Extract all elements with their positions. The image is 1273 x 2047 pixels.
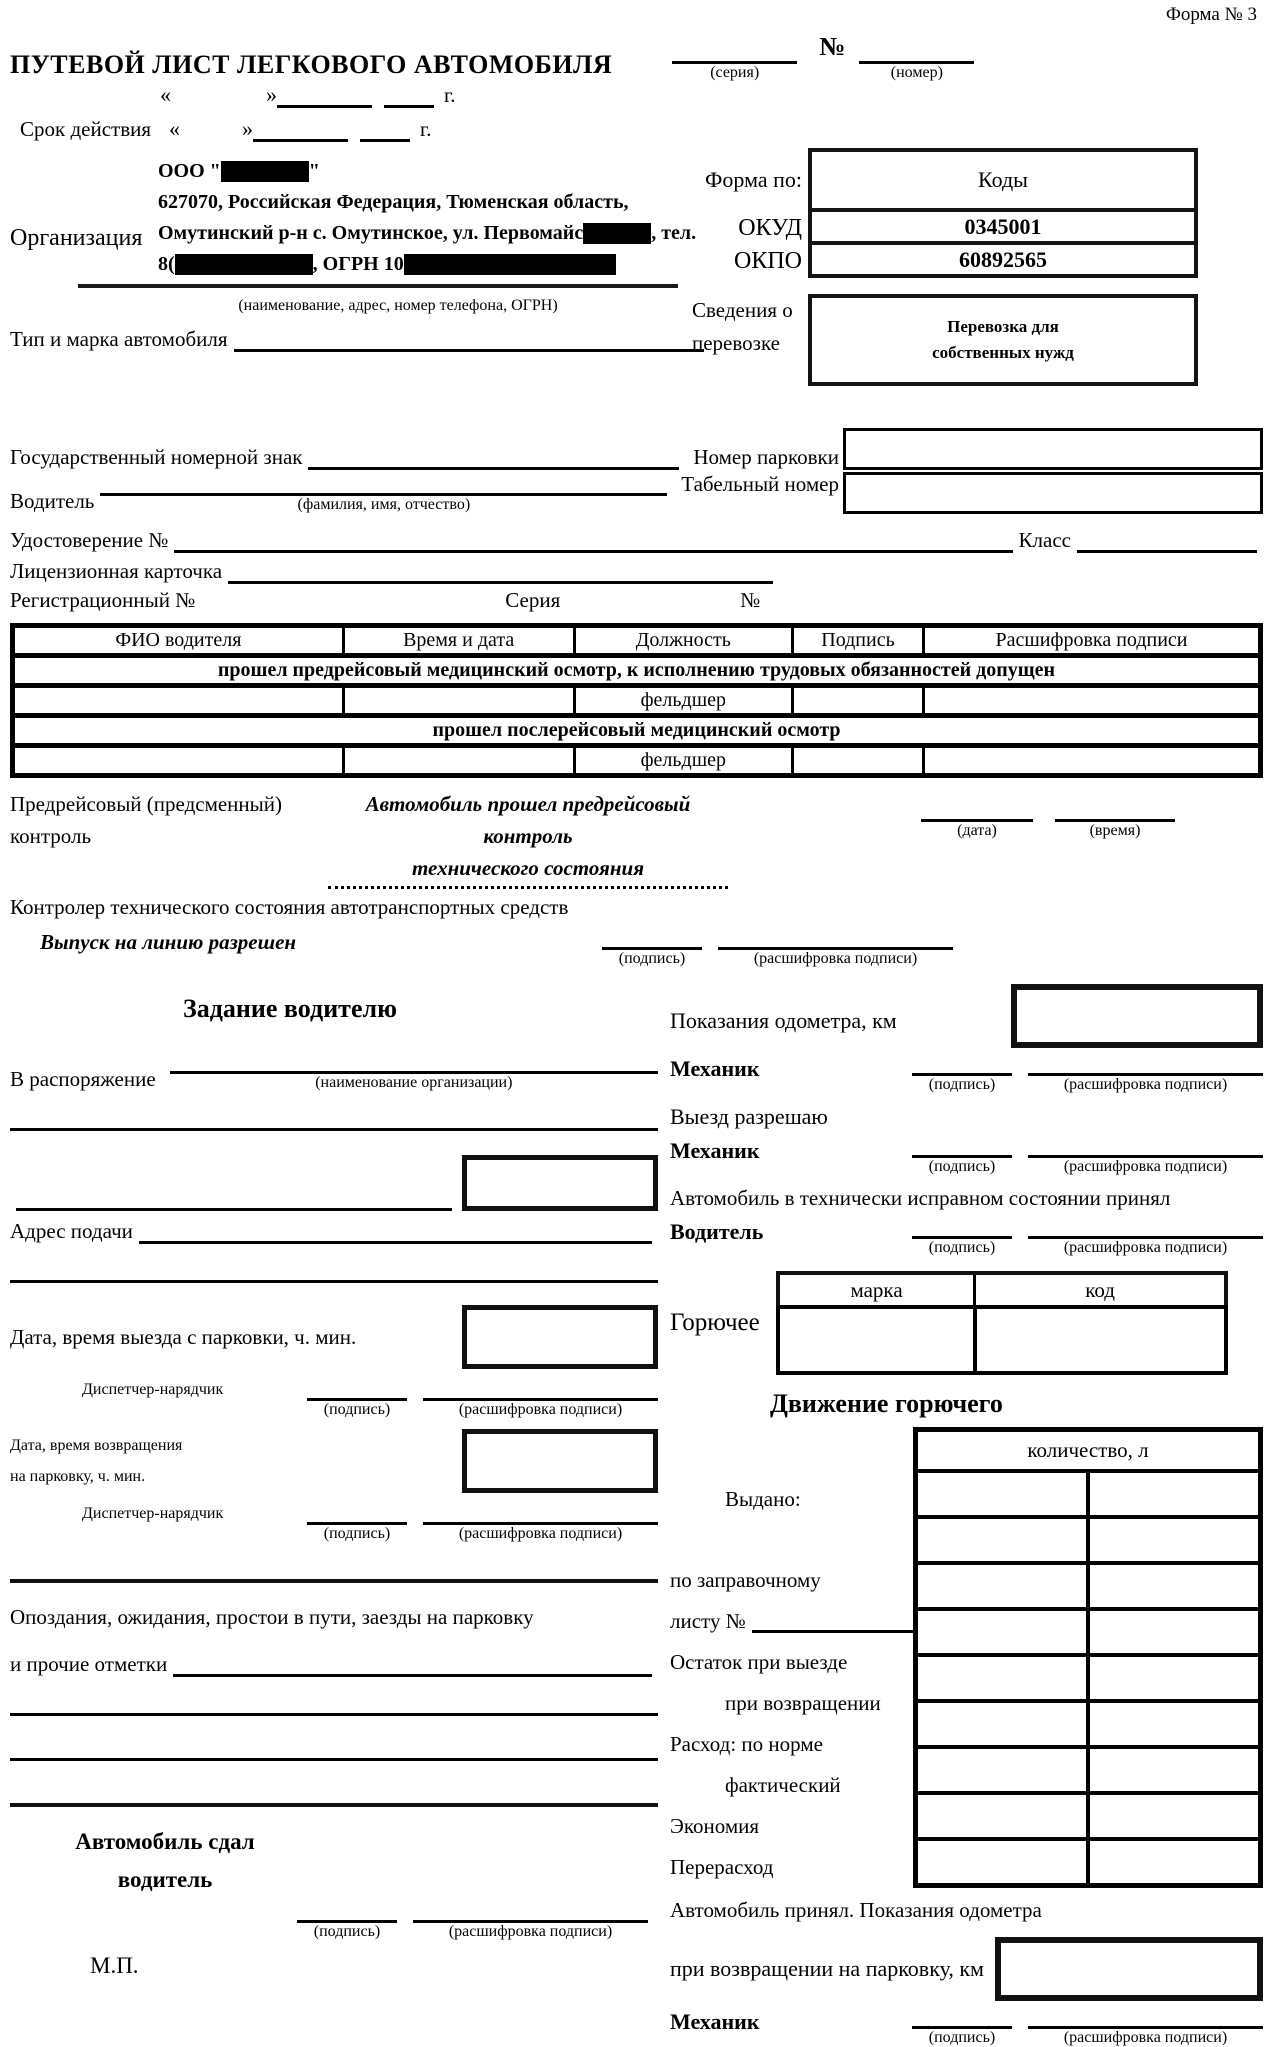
gos-number-field[interactable]: [308, 448, 679, 470]
control-time-field[interactable]: [1055, 802, 1175, 840]
fuel-movement-table: [913, 1427, 1263, 1888]
fuel-qty-cell[interactable]: [1088, 1655, 1261, 1701]
mechanic-label: Механик: [670, 2009, 760, 2034]
driver-task-column: [10, 972, 658, 2047]
fuel-qty-cell[interactable]: [1088, 1747, 1261, 1793]
driver-label: Водитель: [10, 489, 95, 513]
codes-header-cell: Коды: [808, 148, 1198, 212]
gos-number-label: Государственный номерной знак: [10, 445, 303, 469]
signature-decode-field[interactable]: (расшифровка подписи): [423, 1381, 658, 1419]
fuel-code-cell[interactable]: [975, 1307, 1226, 1373]
number-sign: №: [819, 32, 846, 61]
fuel-movement-title: Движение горючего: [770, 1389, 1003, 1418]
seriya-label: Серия: [505, 588, 561, 612]
year-abbrev: г.: [420, 117, 432, 141]
license-card-row: [10, 559, 1263, 584]
fueling-sheet-row: листу №: [670, 1601, 913, 1642]
entry-box[interactable]: [462, 1155, 658, 1211]
by-fueling-label: по заправочному: [670, 1568, 821, 1592]
fuel-table: [776, 1271, 1228, 1375]
signature-field[interactable]: (подпись): [912, 1219, 1012, 1257]
medical-cell[interactable]: [13, 746, 344, 776]
dispatcher-label: Диспетчер-нарядчик: [82, 1505, 224, 1522]
vehicle-type-label: Тип и марка автомобиля: [10, 327, 228, 351]
write-line[interactable]: [16, 1189, 452, 1211]
consumption-norm-label: Расход: по норме: [670, 1732, 823, 1756]
fuel-code-header: код: [975, 1273, 1226, 1307]
year-abbrev: г.: [444, 83, 456, 107]
write-line[interactable]: [10, 1579, 658, 1583]
disposal-row: [10, 1050, 658, 1092]
nomer-line[interactable]: [859, 44, 974, 64]
redaction-block: [221, 161, 309, 182]
seriya-line[interactable]: [672, 44, 797, 64]
vehicle-type-row: [10, 327, 710, 352]
release-label: Выпуск на линию разрешен: [40, 930, 297, 954]
mechanic-signature-block: [912, 2009, 1263, 2047]
task-title: Задание водителю: [183, 994, 397, 1023]
pretrip-medical-text: прошел предрейсовый медицинский осмотр, к исполнению трудовых обязанностей допущен: [13, 656, 1261, 686]
issue-date-row: [10, 82, 1263, 108]
organization-underline: [78, 284, 678, 288]
organization-address-line1: 627070, Российская Федерация, Тюменская область,: [158, 191, 629, 213]
fuel-qty-cell[interactable]: [916, 1471, 1089, 1517]
validity-year-field[interactable]: [360, 122, 410, 142]
signature-decode-field[interactable]: (расшифровка подписи): [1028, 1056, 1263, 1094]
controller-label: Контролер технического состояния автотранспортных средств: [10, 895, 569, 919]
okud-label: ОКУД: [738, 215, 802, 241]
parking-number-field[interactable]: [843, 428, 1263, 470]
fio-caption: (фамилия, имя, отчество): [297, 496, 471, 513]
codes-area: [682, 148, 1198, 386]
address-field[interactable]: [139, 1222, 652, 1244]
validity-row: [10, 116, 1263, 142]
other-marks-row: [10, 1652, 658, 1677]
address-row: [10, 1219, 658, 1244]
dispatcher-row: [10, 1381, 658, 1419]
organization-label: Организация: [10, 225, 143, 251]
fuel-qty-cell[interactable]: [916, 1655, 1089, 1701]
departure-row: [10, 1305, 658, 1369]
medical-cell[interactable]: [924, 746, 1261, 776]
mechanic-row: [670, 1056, 1263, 1094]
mechanic-signature-block: [912, 1138, 1263, 1176]
fuel-qty-cell[interactable]: [916, 1747, 1089, 1793]
driver-handed-signature-row: [10, 1903, 658, 1941]
delays-label: Опоздания, ожидания, простои в пути, заезды на парковку: [10, 1605, 534, 1629]
close-quote: »: [242, 116, 254, 141]
signature-field[interactable]: (подпись): [307, 1381, 407, 1419]
mechanic-signature-block: [912, 1056, 1263, 1094]
other-marks-label: и прочие отметки: [10, 1652, 168, 1676]
validity-month-field[interactable]: [253, 122, 348, 142]
car-handed-label: Автомобиль сдал водитель: [75, 1829, 255, 1892]
signature-field[interactable]: (подпись): [307, 1505, 407, 1543]
write-line[interactable]: [10, 1758, 658, 1761]
departure-label: Дата, время выезда с парковки, ч. мин.: [10, 1324, 357, 1349]
medical-cell[interactable]: [343, 746, 574, 776]
fuel-qty-cell[interactable]: [1088, 1793, 1261, 1839]
mechanic-label: Механик: [670, 1056, 760, 1081]
signature-decode-field[interactable]: (расшифровка подписи): [413, 1903, 648, 1941]
fuel-qty-cell[interactable]: [1088, 1563, 1261, 1609]
license-card-field[interactable]: [228, 562, 773, 584]
fuel-movement-labels: [670, 1427, 913, 1888]
driver-accept-row: [670, 1219, 1263, 1257]
control-date-field[interactable]: [921, 802, 1033, 840]
fueling-sheet-number-field[interactable]: [752, 1611, 913, 1633]
pretrip-control-statement: Автомобиль прошел предрейсовый контроль технического состояния: [328, 788, 728, 889]
fuel-row: [670, 1271, 1263, 1375]
transport-info-label: Сведения о перевозке: [692, 298, 793, 355]
pretrip-control-label: Предрейсовый (предсменный) контроль: [10, 792, 282, 848]
return-time-box[interactable]: [462, 1429, 658, 1493]
driver-name-field[interactable]: [100, 474, 667, 514]
page-title: ПУТЕВОЙ ЛИСТ ЛЕГКОВОГО АВТОМОБИЛЯ: [10, 50, 613, 79]
signature-decode-field[interactable]: (расшифровка подписи): [1028, 1138, 1263, 1176]
signature-field[interactable]: (подпись): [912, 1138, 1012, 1176]
route-box-row: [10, 1155, 658, 1211]
return-label: Дата, время возвращения на парковку, ч. мин.: [10, 1437, 183, 1485]
okpo-value-cell: 60892565: [808, 241, 1198, 278]
fuel-qty-cell[interactable]: [916, 1701, 1089, 1747]
driver-row: [10, 472, 1263, 514]
overrun-label: Перерасход: [670, 1855, 774, 1879]
driver-signature-block: [912, 1219, 1263, 1257]
open-quote: «: [169, 116, 181, 141]
posttrip-entry-row: [13, 746, 1261, 776]
driver-accept-label: Водитель: [670, 1219, 764, 1244]
seriya-field[interactable]: [672, 44, 797, 82]
posttrip-medical-text: прошел послерейсовый медицинский осмотр: [13, 716, 1261, 746]
posttrip-medical-row: [13, 716, 1261, 746]
rest-departure-label: Остаток при выезде: [670, 1650, 848, 1674]
departure-allow-label: Выезд разрешаю: [670, 1104, 828, 1129]
dotted-line: [328, 886, 728, 889]
feldsher-cell: фельдшер: [574, 746, 792, 776]
medical-cell[interactable]: [13, 686, 344, 716]
tab-number-field[interactable]: [843, 472, 1263, 514]
feldsher-cell: фельдшер: [574, 686, 792, 716]
reg-no-label: №: [740, 588, 761, 612]
address-label: Адрес подачи: [10, 1219, 133, 1243]
pretrip-medical-row: [13, 656, 1261, 686]
medical-cell[interactable]: [924, 686, 1261, 716]
mechanic-row: [670, 1138, 1263, 1176]
fuel-movement-section: [670, 1427, 1263, 1888]
disposal-label: В распоряжение: [10, 1067, 156, 1091]
organization-phone-ogrn: 8( , ОГРН 10: [158, 249, 700, 280]
forma-po-label: Форма по:: [705, 167, 802, 192]
fuel-brand-cell[interactable]: [778, 1307, 975, 1373]
signature-decode-field[interactable]: (расшифровка подписи): [1028, 2009, 1263, 2047]
release-row: [10, 930, 1263, 968]
fuel-label: Горючее: [670, 1309, 760, 1336]
fuel-qty-cell[interactable]: [1088, 1517, 1261, 1563]
mechanic-fuel-column: [658, 972, 1263, 2047]
organization-section: [10, 156, 1263, 418]
organization-caption: (наименование, адрес, номер телефона, ОГРН): [238, 297, 558, 314]
medical-cell[interactable]: [792, 746, 923, 776]
col-header-fio: ФИО водителя: [13, 626, 344, 656]
col-header-position: Должность: [574, 626, 792, 656]
organization-address-line2: Омутинский р-н с. Омутинское, ул. Первомайс , тел.: [158, 222, 697, 244]
return-odometer-box[interactable]: [995, 1937, 1263, 2001]
stamp-place-label: М.П.: [90, 1953, 139, 1978]
okpo-label: ОКПО: [733, 248, 802, 274]
medical-cell[interactable]: [792, 686, 923, 716]
parking-number-label: Номер парковки: [693, 445, 839, 469]
pretrip-entry-row: [13, 686, 1261, 716]
fuel-qty-cell[interactable]: [916, 1517, 1089, 1563]
write-line[interactable]: [10, 1280, 658, 1283]
organization-name: ООО " ": [158, 160, 320, 182]
return-odometer-row: [670, 1937, 1263, 2001]
fuel-qty-cell[interactable]: [1088, 1609, 1261, 1655]
consumption-actual-label: фактический: [725, 1773, 841, 1797]
fuel-qty-cell[interactable]: [916, 1839, 1089, 1885]
redaction-block: [583, 223, 651, 244]
fuel-qty-cell[interactable]: [916, 1609, 1089, 1655]
fuel-brand-header: марка: [778, 1273, 975, 1307]
release-signature-block: [602, 930, 953, 968]
org-name-caption: (наименование организации): [315, 1074, 513, 1091]
month-field[interactable]: [277, 88, 372, 108]
class-field[interactable]: [1077, 531, 1257, 553]
gos-number-row: [10, 428, 1263, 470]
signature-decode-field[interactable]: (расшифровка подписи): [423, 1505, 658, 1543]
rest-return-label: при возвращении: [725, 1691, 881, 1715]
return-row: [10, 1429, 658, 1493]
fuel-qty-cell[interactable]: [916, 1563, 1089, 1609]
registration-label: Регистрационный №: [10, 588, 196, 612]
license-card-label: Лицензионная карточка: [10, 559, 223, 583]
quantity-header: количество, л: [916, 1430, 1261, 1471]
organization-details: [158, 156, 700, 321]
registration-row: [10, 588, 1263, 613]
fuel-qty-cell[interactable]: [1088, 1839, 1261, 1885]
license-field[interactable]: [174, 531, 1012, 553]
time-caption: (время): [1089, 822, 1141, 839]
odometer-row: [670, 984, 1263, 1048]
medical-exam-table: [10, 623, 1263, 778]
col-header-decode: Расшифровка подписи: [924, 626, 1261, 656]
title-row: [10, 32, 1263, 80]
pretrip-control-section: [10, 788, 1263, 889]
form-number: Форма № 3: [1165, 4, 1257, 25]
date-caption: (дата): [957, 822, 997, 839]
tab-number-label: Табельный номер: [681, 472, 839, 496]
col-header-signature: Подпись: [792, 626, 923, 656]
write-line[interactable]: [10, 1713, 658, 1716]
dispatcher-signature-block: [307, 1505, 658, 1543]
write-line[interactable]: [10, 1128, 658, 1131]
signature-decode-field[interactable]: (расшифровка подписи): [1028, 1219, 1263, 1257]
open-quote: «: [160, 82, 171, 107]
close-quote: »: [266, 82, 277, 107]
fuel-qty-cell[interactable]: [1088, 1701, 1261, 1747]
signature-field[interactable]: (подпись): [602, 930, 702, 968]
seriya-caption: (серия): [710, 64, 760, 81]
redaction-block: [404, 254, 616, 275]
issued-label: Выдано:: [725, 1487, 801, 1511]
disposal-org-field[interactable]: [170, 1050, 658, 1092]
signature-field[interactable]: (подпись): [297, 1903, 397, 1941]
mechanic-label: Механик: [670, 1138, 760, 1163]
dispatcher-label: Диспетчер-нарядчик: [82, 1381, 224, 1398]
mechanic-row: [670, 2009, 1263, 2047]
signature-field[interactable]: (подпись): [912, 1056, 1012, 1094]
odometer-label: Показания одометра, км: [670, 1008, 897, 1033]
year-field[interactable]: [384, 88, 434, 108]
nomer-field[interactable]: [859, 44, 974, 82]
col-header-time: Время и дата: [343, 626, 574, 656]
nomer-caption: (номер): [890, 64, 943, 81]
fuel-qty-cell[interactable]: [1088, 1471, 1261, 1517]
validity-label: Срок действия: [20, 117, 152, 141]
car-accepted-label: Автомобиль принял. Показания одометра: [670, 1898, 1042, 1922]
license-label: Удостоверение №: [10, 528, 169, 552]
departure-time-box[interactable]: [462, 1305, 658, 1369]
dispatcher-row: [10, 1505, 658, 1543]
signature-field[interactable]: (подпись): [912, 2009, 1012, 2047]
class-label: Класс: [1018, 528, 1071, 552]
odometer-box[interactable]: [1011, 984, 1263, 1048]
license-row: [10, 528, 1263, 553]
return-odometer-label: при возвращении на парковку, км: [670, 1956, 984, 1981]
other-marks-field[interactable]: [173, 1655, 652, 1677]
transport-info-cell: Перевозка для собственных нужд: [808, 294, 1198, 386]
economy-label: Экономия: [670, 1814, 760, 1838]
medical-header-row: [13, 626, 1261, 656]
accepted-label: Автомобиль в технически исправном состоянии принял: [670, 1186, 1171, 1210]
redaction-block: [175, 254, 313, 275]
write-line[interactable]: [10, 1803, 658, 1807]
dispatcher-signature-block: [307, 1381, 658, 1419]
okud-value-cell: 0345001: [808, 208, 1198, 245]
signature-decode-field[interactable]: (расшифровка подписи): [718, 930, 953, 968]
fuel-qty-cell[interactable]: [916, 1793, 1089, 1839]
vehicle-type-field[interactable]: [234, 330, 704, 352]
driver-handed-signature-block: [297, 1903, 648, 1941]
medical-cell[interactable]: [343, 686, 574, 716]
